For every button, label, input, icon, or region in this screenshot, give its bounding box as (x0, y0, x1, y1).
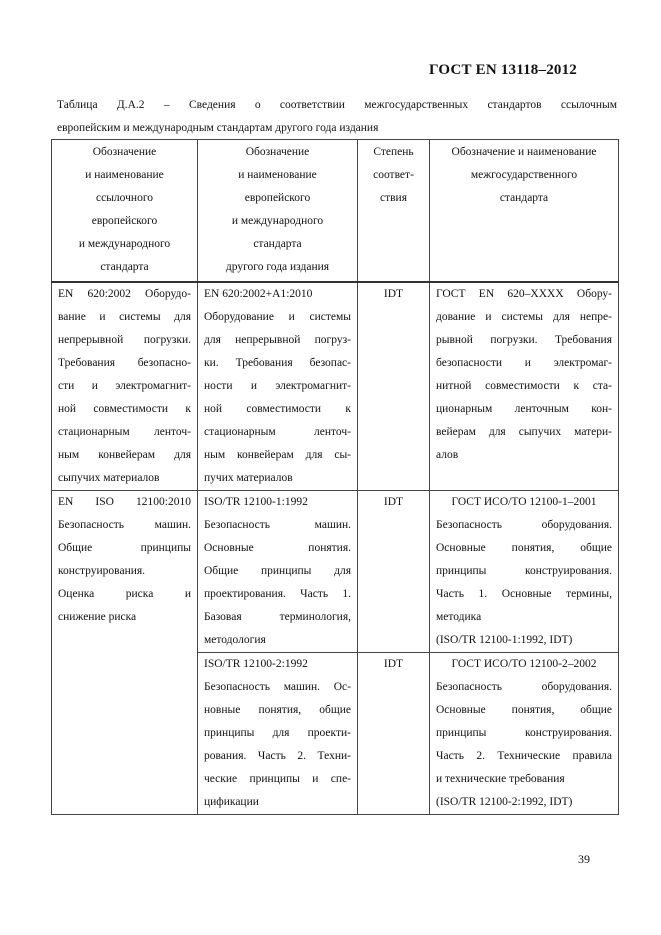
cell-line: ным конвейерам для (58, 449, 191, 461)
header-line: Обозначение (245, 146, 310, 158)
cell-line: рывной погрузки. Требования (436, 334, 612, 346)
cell-line: для непрерывной погруз- (204, 334, 351, 346)
header-degree (358, 140, 430, 283)
cell-line: проектирования. Часть 1. (204, 588, 351, 600)
table-header-row (52, 140, 619, 283)
cell-line: вейерам для сыпучих матери- (436, 426, 612, 438)
other-year-standard-cell (198, 491, 358, 653)
cell-line: стационарным ленточ- (204, 426, 351, 438)
table-row (52, 282, 619, 491)
header-line: стандарта (253, 238, 302, 250)
cell-line: Часть 2. Технические правила (436, 750, 612, 762)
cell-line: Основные понятия, общие (436, 704, 612, 716)
cell-line: Оборудование и системы (204, 311, 351, 323)
interstate-standard-cell (430, 653, 619, 815)
header-line: ссылочного (96, 192, 153, 204)
cell-line: нитной совместимости к ста- (436, 380, 612, 392)
cell-line: методология (204, 634, 266, 646)
cell-line: рования. Часть 2. Техни- (204, 750, 351, 762)
header-line: европейского (91, 215, 158, 227)
cell-line: ческие принципы и спе- (204, 773, 351, 785)
other-year-standard-cell (198, 653, 358, 815)
header-line: европейского (244, 192, 311, 204)
cell-line: EN 620:2002 Оборудо- (58, 288, 191, 300)
cell-line: ности и электромагнит- (204, 380, 351, 392)
header-line: стандарта (100, 261, 149, 273)
degree-cell: IDT (358, 653, 430, 815)
cell-line: ISO/TR 12100-2:1992 (204, 658, 308, 670)
cell-line: ГОСТ ИСО/ТО 12100-2–2002 (451, 658, 597, 670)
cell-line: Оценка риска и (58, 588, 191, 600)
cell-line: ки. Требования безопас- (204, 357, 351, 369)
cell-line: EN ISO 12100:2010 (58, 496, 191, 508)
cell-line: Требования безопасно- (58, 357, 191, 369)
cell-line: ционарным ленточным кон- (436, 403, 612, 415)
header-line: Обозначение (92, 146, 157, 158)
page-number: 39 (578, 852, 590, 866)
cell-line: принципы конструирования. (436, 727, 612, 739)
cell-line: пучих материалов (204, 472, 293, 484)
table-caption (57, 94, 617, 140)
cell-line: Общие принципы для (204, 565, 351, 577)
ref-standard-cell (52, 282, 198, 491)
standards-table (51, 139, 619, 815)
document-code: ГОСТ EN 13118–2012 (429, 62, 577, 78)
cell-line: Основные понятия. (204, 542, 351, 554)
header-line: ствия (379, 192, 407, 204)
cell-line: EN 620:2002+A1:2010 (204, 288, 313, 300)
header-line: стандарта (499, 192, 549, 204)
cell-line: вание и системы для (58, 311, 191, 323)
cell-line: новные понятия, общие (204, 704, 351, 716)
header-interstate-standard (430, 140, 619, 283)
cell-line: сыпучих материалов (58, 472, 160, 484)
cell-line: безопасности и электромаг- (436, 357, 612, 369)
cell-line: конструирования. (58, 565, 146, 577)
cell-line: ISO/TR 12100-1:1992 (204, 496, 308, 508)
cell-line: принципы конструирования. (436, 565, 612, 577)
interstate-standard-cell (430, 491, 619, 653)
degree-cell: IDT (358, 491, 430, 653)
caption-line-1: Таблица Д.А.2 – Сведения о соответствии межгосударственных стандартов ссылочным (57, 99, 617, 111)
cell-line: Безопасность машин. (204, 519, 351, 531)
header-line: другого года издания (225, 261, 330, 273)
table-row (52, 491, 619, 653)
header-line: межгосударственного (470, 169, 578, 181)
cell-line: Безопасность оборудования. (436, 519, 612, 531)
cell-line: Основные понятия, общие (436, 542, 612, 554)
cell-line: (ISO/TR 12100-1:1992, IDT) (436, 634, 573, 646)
cell-line: методика (436, 611, 482, 623)
cell-line: Базовая терминология, (204, 611, 351, 623)
cell-line: дование и системы для непре- (436, 311, 612, 323)
cell-line: (ISO/TR 12100-2:1992, IDT) (436, 796, 573, 808)
degree-cell: IDT (358, 282, 430, 491)
header-line: Обозначение и наименование (451, 146, 597, 158)
header-ref-standard (52, 140, 198, 283)
cell-line: и технические требования (436, 773, 565, 785)
header-line: и международного (78, 238, 171, 250)
cell-line: принципы для проекти- (204, 727, 351, 739)
header-line: и наименование (238, 169, 317, 181)
cell-line: сти и электромагнит- (58, 380, 191, 392)
caption-line-2: европейским и международным стандартам другого года издания (57, 122, 379, 134)
cell-line: Безопасность оборудования. (436, 681, 612, 693)
cell-line: ГОСТ EN 620–XXXX Обору- (436, 288, 612, 300)
cell-line: цификации (204, 796, 259, 808)
cell-line: ной совместимости к (58, 403, 191, 415)
other-year-standard-cell (198, 282, 358, 491)
cell-line: стационарным ленточ- (58, 426, 191, 438)
cell-line: Часть 1. Основные термины, (436, 588, 612, 600)
cell-line: Безопасность машин. Ос- (204, 681, 351, 693)
header-line: Степень (373, 146, 414, 158)
header-line: и международного (231, 215, 324, 227)
interstate-standard-cell (430, 282, 619, 491)
header-other-year-standard (198, 140, 358, 283)
cell-line: непрерывной погрузки. (58, 334, 191, 346)
cell-line: алов (436, 449, 459, 461)
cell-line: ГОСТ ИСО/ТО 12100-1–2001 (451, 496, 597, 508)
ref-standard-cell (52, 491, 198, 815)
cell-line: Безопасность машин. (58, 519, 191, 531)
cell-line: Общие принципы (58, 542, 191, 554)
header-line: и наименование (85, 169, 164, 181)
cell-line: снижение риска (58, 611, 137, 623)
cell-line: ной совместимости к (204, 403, 351, 415)
cell-line: ным конвейерам для сы- (204, 449, 351, 461)
header-line: соответ- (373, 169, 414, 181)
